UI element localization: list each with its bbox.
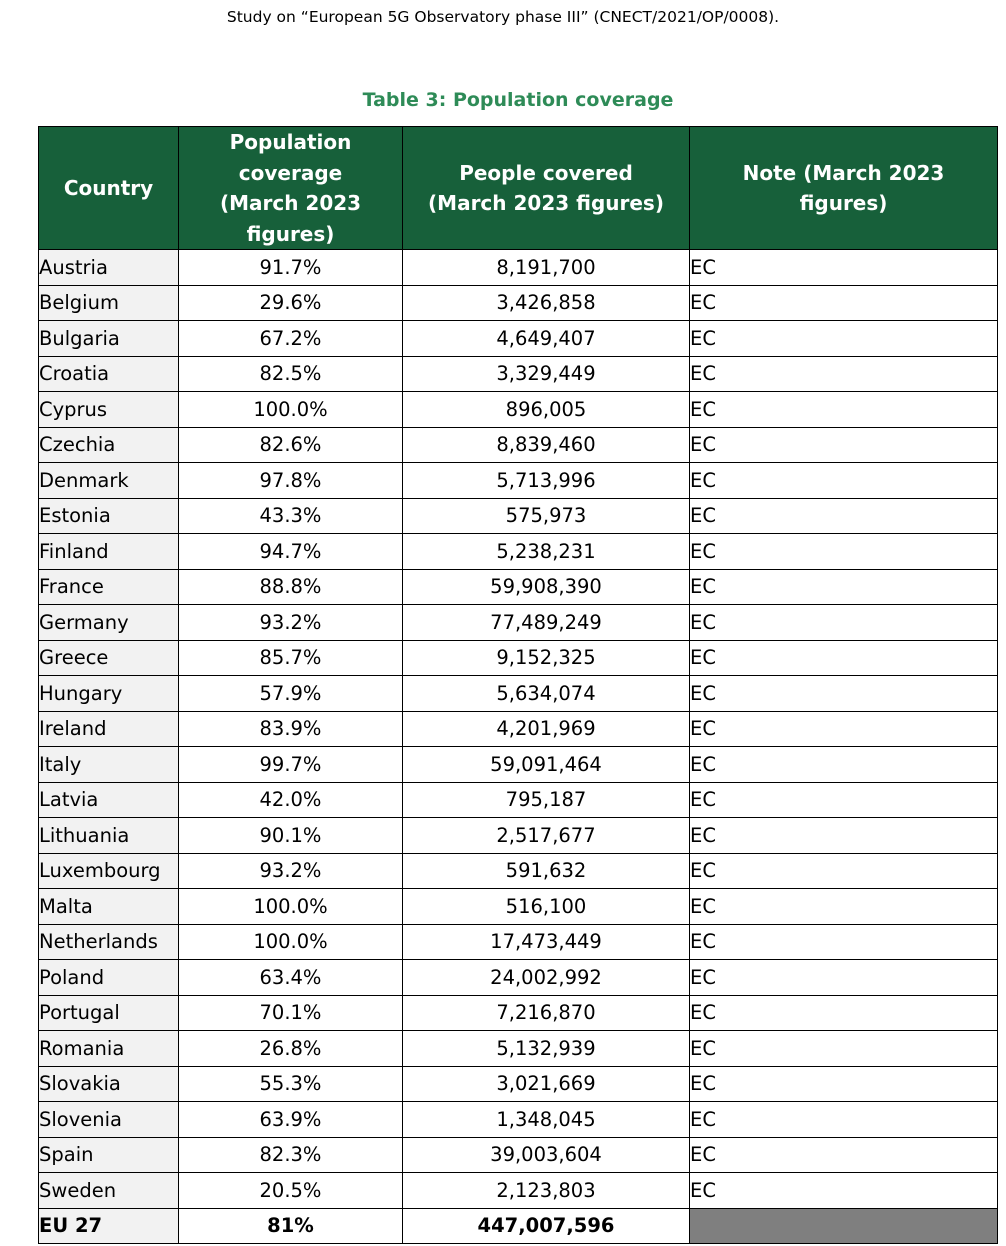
country-cell: Cyprus	[39, 392, 179, 428]
note-cell: EC	[690, 995, 998, 1031]
header-row	[39, 127, 998, 250]
note-cell: EC	[690, 498, 998, 534]
table-caption: Table 3: Population coverage	[362, 89, 674, 111]
table-row	[39, 782, 998, 818]
table-row	[39, 356, 998, 392]
table-row	[39, 498, 998, 534]
note-cell: EC	[690, 1137, 998, 1173]
note-cell: EC	[690, 960, 998, 996]
table-row	[39, 889, 998, 925]
population-coverage-table	[38, 126, 998, 1244]
people-covered-cell: 9,152,325	[403, 640, 690, 676]
people-covered-cell: 795,187	[403, 782, 690, 818]
note-cell: EC	[690, 321, 998, 357]
column-header-country: Country	[39, 127, 179, 250]
column-header-people-covered: People covered (March 2023 figures)	[403, 127, 690, 250]
note-cell: EC	[690, 250, 998, 286]
country-cell: Hungary	[39, 676, 179, 712]
table-body	[39, 250, 998, 1244]
coverage-cell: 29.6%	[179, 285, 403, 321]
people-covered-cell: 17,473,449	[403, 924, 690, 960]
people-covered-cell: 24,002,992	[403, 960, 690, 996]
country-cell: Spain	[39, 1137, 179, 1173]
coverage-cell: 57.9%	[179, 676, 403, 712]
table-row	[39, 1031, 998, 1067]
coverage-cell: 70.1%	[179, 995, 403, 1031]
note-cell: EC	[690, 711, 998, 747]
note-cell: EC	[690, 889, 998, 925]
people-covered-cell: 4,649,407	[403, 321, 690, 357]
people-covered-cell: 59,908,390	[403, 569, 690, 605]
people-covered-cell: 5,132,939	[403, 1031, 690, 1067]
table-row	[39, 285, 998, 321]
coverage-cell: 63.9%	[179, 1102, 403, 1138]
coverage-cell: 83.9%	[179, 711, 403, 747]
coverage-cell: 97.8%	[179, 463, 403, 499]
people-covered-cell: 77,489,249	[403, 605, 690, 641]
note-cell: EC	[690, 818, 998, 854]
country-cell: Malta	[39, 889, 179, 925]
people-covered-cell: 1,348,045	[403, 1102, 690, 1138]
country-cell: Latvia	[39, 782, 179, 818]
column-header-population-coverage: Population coverage (March 2023 figures)	[179, 127, 403, 250]
coverage-cell: 85.7%	[179, 640, 403, 676]
country-cell: Finland	[39, 534, 179, 570]
people-covered-cell: 896,005	[403, 392, 690, 428]
note-cell: EC	[690, 463, 998, 499]
people-covered-cell: 5,238,231	[403, 534, 690, 570]
people-covered-cell: 516,100	[403, 889, 690, 925]
table-row	[39, 605, 998, 641]
country-cell: Denmark	[39, 463, 179, 499]
table-row	[39, 640, 998, 676]
total-country-cell: EU 27	[39, 1208, 179, 1244]
people-covered-cell: 3,021,669	[403, 1066, 690, 1102]
note-cell: EC	[690, 534, 998, 570]
column-header-note: Note (March 2023 figures)	[690, 127, 998, 250]
table-row	[39, 995, 998, 1031]
table-row	[39, 321, 998, 357]
people-covered-cell: 575,973	[403, 498, 690, 534]
coverage-cell: 100.0%	[179, 392, 403, 428]
people-covered-cell: 39,003,604	[403, 1137, 690, 1173]
coverage-cell: 90.1%	[179, 818, 403, 854]
coverage-cell: 94.7%	[179, 534, 403, 570]
total-coverage-cell: 81%	[179, 1208, 403, 1244]
coverage-cell: 43.3%	[179, 498, 403, 534]
people-covered-cell: 8,191,700	[403, 250, 690, 286]
note-cell: EC	[690, 605, 998, 641]
note-cell: EC	[690, 569, 998, 605]
people-covered-cell: 8,839,460	[403, 427, 690, 463]
country-cell: Portugal	[39, 995, 179, 1031]
coverage-cell: 82.5%	[179, 356, 403, 392]
country-cell: Sweden	[39, 1173, 179, 1209]
table-row	[39, 711, 998, 747]
country-cell: Greece	[39, 640, 179, 676]
table-row	[39, 960, 998, 996]
table-row	[39, 1102, 998, 1138]
coverage-cell: 82.6%	[179, 427, 403, 463]
country-cell: Ireland	[39, 711, 179, 747]
coverage-cell: 26.8%	[179, 1031, 403, 1067]
table-row	[39, 534, 998, 570]
total-people-covered-cell: 447,007,596	[403, 1208, 690, 1244]
note-cell: EC	[690, 1173, 998, 1209]
note-cell: EC	[690, 924, 998, 960]
coverage-cell: 82.3%	[179, 1137, 403, 1173]
country-cell: Romania	[39, 1031, 179, 1067]
note-cell: EC	[690, 427, 998, 463]
note-cell: EC	[690, 853, 998, 889]
people-covered-cell: 5,634,074	[403, 676, 690, 712]
table-row	[39, 392, 998, 428]
coverage-cell: 100.0%	[179, 889, 403, 925]
people-covered-cell: 3,329,449	[403, 356, 690, 392]
country-cell: Bulgaria	[39, 321, 179, 357]
coverage-cell: 55.3%	[179, 1066, 403, 1102]
country-cell: Lithuania	[39, 818, 179, 854]
country-cell: Poland	[39, 960, 179, 996]
table-row	[39, 747, 998, 783]
country-cell: Luxembourg	[39, 853, 179, 889]
table-row	[39, 818, 998, 854]
country-cell: France	[39, 569, 179, 605]
people-covered-cell: 3,426,858	[403, 285, 690, 321]
country-cell: Slovenia	[39, 1102, 179, 1138]
table-row	[39, 924, 998, 960]
total-row	[39, 1208, 998, 1244]
total-note-cell	[690, 1208, 998, 1244]
country-cell: Italy	[39, 747, 179, 783]
table-row	[39, 853, 998, 889]
note-cell: EC	[690, 1102, 998, 1138]
country-cell: Germany	[39, 605, 179, 641]
country-cell: Belgium	[39, 285, 179, 321]
table-row	[39, 427, 998, 463]
coverage-cell: 63.4%	[179, 960, 403, 996]
table-row	[39, 1173, 998, 1209]
country-cell: Austria	[39, 250, 179, 286]
coverage-cell: 91.7%	[179, 250, 403, 286]
table-row	[39, 569, 998, 605]
note-cell: EC	[690, 782, 998, 818]
coverage-cell: 100.0%	[179, 924, 403, 960]
note-cell: EC	[690, 676, 998, 712]
table-row	[39, 676, 998, 712]
note-cell: EC	[690, 356, 998, 392]
people-covered-cell: 2,123,803	[403, 1173, 690, 1209]
coverage-cell: 93.2%	[179, 605, 403, 641]
note-cell: EC	[690, 640, 998, 676]
people-covered-cell: 2,517,677	[403, 818, 690, 854]
coverage-cell: 99.7%	[179, 747, 403, 783]
table-row	[39, 1066, 998, 1102]
coverage-cell: 88.8%	[179, 569, 403, 605]
note-cell: EC	[690, 747, 998, 783]
table-row	[39, 250, 998, 286]
table-row	[39, 463, 998, 499]
note-cell: EC	[690, 392, 998, 428]
people-covered-cell: 5,713,996	[403, 463, 690, 499]
table-row	[39, 1137, 998, 1173]
people-covered-cell: 591,632	[403, 853, 690, 889]
country-cell: Estonia	[39, 498, 179, 534]
note-cell: EC	[690, 1031, 998, 1067]
coverage-cell: 67.2%	[179, 321, 403, 357]
coverage-cell: 20.5%	[179, 1173, 403, 1209]
note-cell: EC	[690, 285, 998, 321]
people-covered-cell: 4,201,969	[403, 711, 690, 747]
country-cell: Slovakia	[39, 1066, 179, 1102]
table-header	[39, 127, 998, 250]
people-covered-cell: 7,216,870	[403, 995, 690, 1031]
country-cell: Czechia	[39, 427, 179, 463]
coverage-cell: 42.0%	[179, 782, 403, 818]
note-cell: EC	[690, 1066, 998, 1102]
coverage-cell: 93.2%	[179, 853, 403, 889]
country-cell: Croatia	[39, 356, 179, 392]
country-cell: Netherlands	[39, 924, 179, 960]
document-header: Study on “European 5G Observatory phase III” (CNECT/2021/OP/0008).	[226, 8, 780, 26]
people-covered-cell: 59,091,464	[403, 747, 690, 783]
